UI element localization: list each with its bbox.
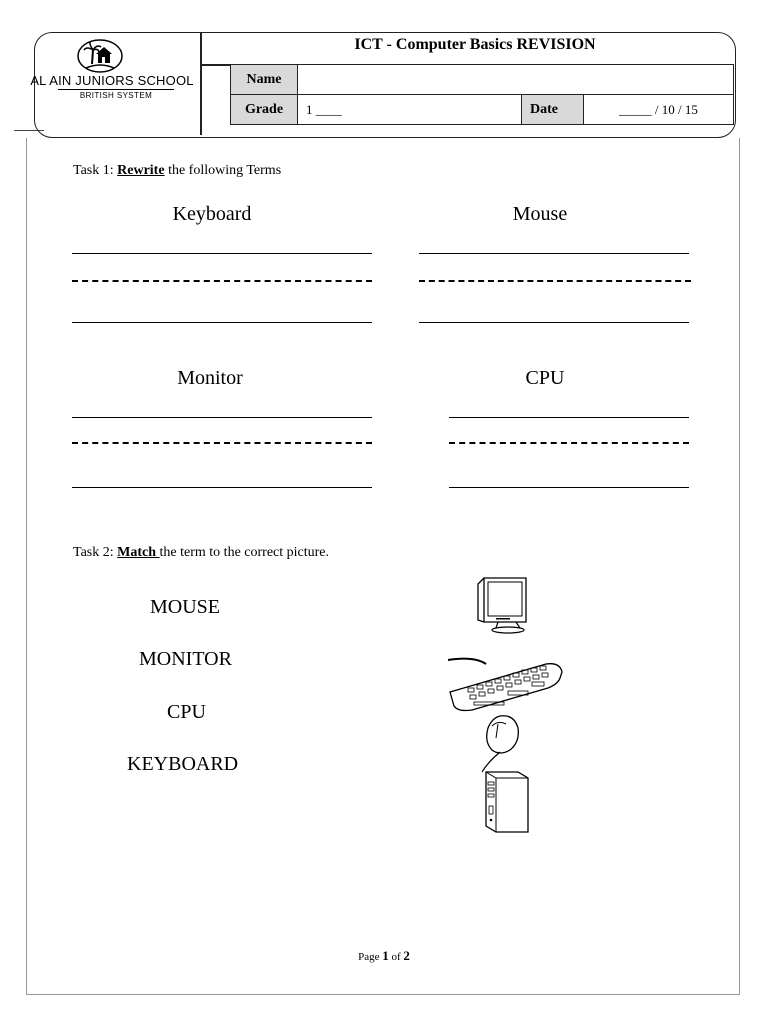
page-title: ICT - Computer Basics REVISION (354, 36, 596, 53)
task2-prefix: Task 2: (73, 545, 118, 560)
page-number (0, 948, 768, 964)
writing-line-cpu-2[interactable] (449, 442, 689, 444)
writing-line-monitor-1[interactable] (72, 417, 372, 418)
task1-instruction (73, 163, 281, 179)
monitor-icon (472, 572, 544, 638)
grade-label: Grade (230, 94, 298, 125)
mouse-icon (478, 712, 528, 774)
cpu-tower-icon (478, 766, 534, 838)
date-field[interactable]: _____ / 10 / 15 (583, 94, 734, 125)
writing-line-keyboard-1[interactable] (72, 253, 372, 254)
writing-line-cpu-3[interactable] (449, 487, 689, 488)
writing-line-mouse-2[interactable] (419, 280, 691, 282)
writing-line-keyboard-2[interactable] (72, 280, 372, 282)
term-keyboard: Keyboard (172, 203, 252, 225)
term-monitor: Monitor (177, 367, 243, 389)
name-field[interactable] (297, 64, 734, 95)
task1-suffix: the following Terms (164, 163, 282, 178)
school-name: AL AIN JUNIORS SCHOOL (30, 73, 194, 88)
task2-suffix: the term to the correct picture. (159, 545, 330, 560)
task2-instruction (73, 545, 329, 561)
page-current: 1 (382, 948, 389, 963)
mouse-picture[interactable] (478, 712, 528, 774)
school-logo (76, 38, 124, 74)
match-term-keyboard: KEYBOARD (127, 753, 239, 775)
match-term-monitor: MONITOR (139, 648, 232, 670)
writing-line-monitor-3[interactable] (72, 487, 372, 488)
cpu-picture[interactable] (478, 766, 534, 838)
task2-keyword: Match (117, 545, 160, 560)
writing-line-mouse-1[interactable] (419, 253, 689, 254)
writing-line-cpu-1[interactable] (449, 417, 689, 418)
page-total: 2 (403, 948, 410, 963)
match-term-mouse: MOUSE (150, 596, 221, 618)
school-subtitle: BRITISH SYSTEM (79, 91, 153, 100)
grade-field[interactable]: 1 ____ (297, 94, 522, 125)
keyboard-picture[interactable] (444, 654, 564, 714)
school-name-rule (58, 89, 174, 90)
task1-prefix: Task 1: (73, 163, 118, 178)
keyboard-icon (444, 654, 564, 714)
name-label: Name (230, 64, 298, 95)
date-label: Date (521, 94, 584, 125)
writing-line-mouse-3[interactable] (419, 322, 689, 323)
writing-line-monitor-2[interactable] (72, 442, 372, 444)
page-word: Page (358, 951, 383, 963)
monitor-picture[interactable] (472, 572, 544, 638)
term-mouse: Mouse (512, 203, 568, 225)
of-word: of (388, 951, 404, 963)
school-logo-icon (76, 38, 124, 74)
match-term-cpu: CPU (167, 701, 206, 723)
writing-line-keyboard-3[interactable] (72, 322, 372, 323)
page-border (26, 138, 740, 995)
task1-keyword: Rewrite (117, 163, 165, 178)
term-cpu: CPU (525, 367, 565, 389)
